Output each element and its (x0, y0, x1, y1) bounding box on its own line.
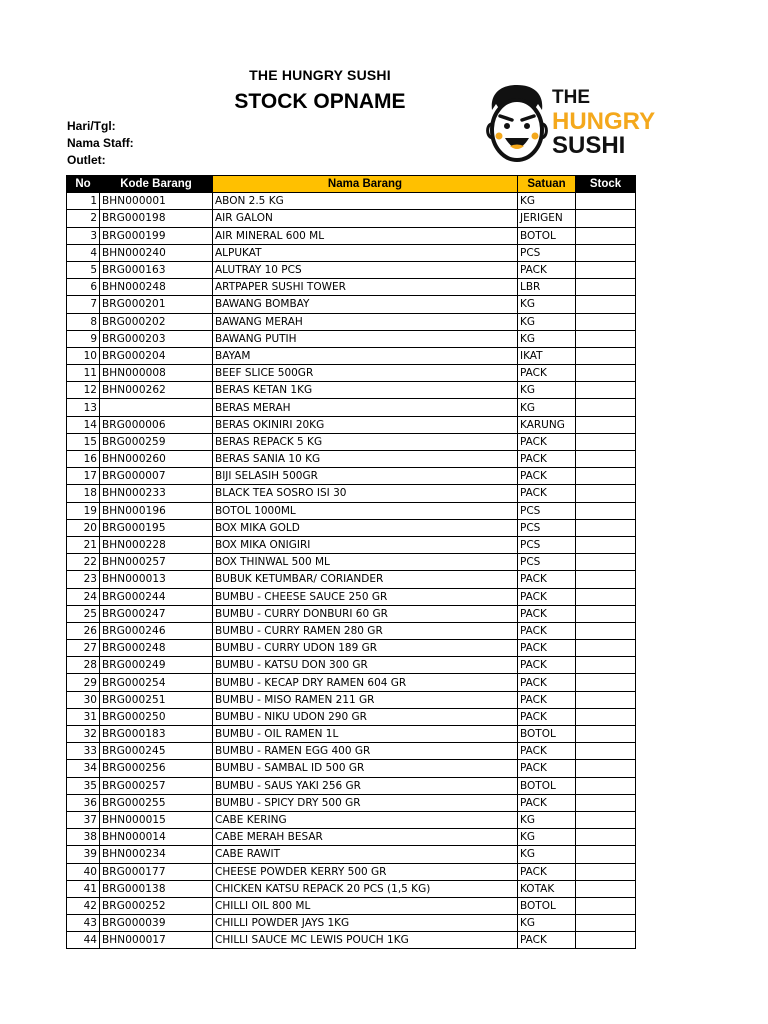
cell-kode-barang: BHN000240 (100, 244, 213, 261)
cell-kode-barang: BRG000138 (100, 880, 213, 897)
cell-kode-barang: BHN000014 (100, 829, 213, 846)
cell-satuan: PACK (518, 622, 576, 639)
cell-stock (576, 829, 636, 846)
cell-nama-barang: BUMBU - RAMEN EGG 400 GR (213, 743, 518, 760)
cell-satuan: KG (518, 313, 576, 330)
cell-nama-barang: BAWANG PUTIH (213, 330, 518, 347)
cell-nama-barang: BAWANG MERAH (213, 313, 518, 330)
table-row (67, 674, 636, 691)
cell-satuan: PACK (518, 674, 576, 691)
cell-nama-barang: BUMBU - SAUS YAKI 256 GR (213, 777, 518, 794)
cell-nama-barang: ABON 2.5 KG (213, 193, 518, 210)
table-row (67, 640, 636, 657)
stock-table (66, 175, 636, 949)
table-row (67, 657, 636, 674)
cell-no: 17 (67, 468, 100, 485)
cell-nama-barang: BERAS KETAN 1KG (213, 382, 518, 399)
cell-nama-barang: BERAS SANIA 10 KG (213, 451, 518, 468)
cell-satuan: PACK (518, 657, 576, 674)
table-row (67, 382, 636, 399)
cell-nama-barang: ARTPAPER SUSHI TOWER (213, 279, 518, 296)
cell-satuan: BOTOL (518, 897, 576, 914)
cell-satuan: KG (518, 330, 576, 347)
table-row (67, 794, 636, 811)
cell-satuan: KG (518, 399, 576, 416)
cell-satuan: KG (518, 296, 576, 313)
table-row (67, 932, 636, 949)
cell-stock (576, 433, 636, 450)
cell-kode-barang: BRG000254 (100, 674, 213, 691)
cell-satuan: PCS (518, 502, 576, 519)
cell-no: 32 (67, 726, 100, 743)
cell-satuan: LBR (518, 279, 576, 296)
cell-nama-barang: BUBUK KETUMBAR/ CORIANDER (213, 571, 518, 588)
table-row (67, 536, 636, 553)
cell-nama-barang: BUMBU - OIL RAMEN 1L (213, 726, 518, 743)
cell-kode-barang: BRG000183 (100, 726, 213, 743)
table-row (67, 708, 636, 725)
cell-kode-barang: BRG000007 (100, 468, 213, 485)
column-header-stock: Stock (576, 176, 636, 193)
cell-kode-barang: BHN000013 (100, 571, 213, 588)
table-row (67, 846, 636, 863)
table-row (67, 622, 636, 639)
table-row (67, 829, 636, 846)
table-row (67, 227, 636, 244)
cell-satuan: KG (518, 382, 576, 399)
cell-no: 21 (67, 536, 100, 553)
cell-no: 2 (67, 210, 100, 227)
table-row (67, 399, 636, 416)
cell-kode-barang: BHN000015 (100, 811, 213, 828)
cell-stock (576, 210, 636, 227)
cell-nama-barang: BUMBU - SAMBAL ID 500 GR (213, 760, 518, 777)
cell-satuan: BOTOL (518, 227, 576, 244)
cell-stock (576, 640, 636, 657)
cell-no: 25 (67, 605, 100, 622)
cell-stock (576, 726, 636, 743)
cell-no: 19 (67, 502, 100, 519)
cell-nama-barang: CHILLI POWDER JAYS 1KG (213, 915, 518, 932)
table-row (67, 915, 636, 932)
cell-satuan: KG (518, 811, 576, 828)
cell-stock (576, 227, 636, 244)
cell-kode-barang: BRG000252 (100, 897, 213, 914)
cell-nama-barang: BUMBU - CURRY UDON 189 GR (213, 640, 518, 657)
cell-satuan: KG (518, 915, 576, 932)
cell-no: 11 (67, 365, 100, 382)
logo-line-2: HUNGRY (552, 108, 656, 135)
cell-kode-barang: BRG000198 (100, 210, 213, 227)
table-row (67, 554, 636, 571)
cell-no: 4 (67, 244, 100, 261)
cell-satuan: BOTOL (518, 777, 576, 794)
cell-stock (576, 777, 636, 794)
cell-kode-barang: BRG000202 (100, 313, 213, 330)
cell-kode-barang: BRG000257 (100, 777, 213, 794)
cell-no: 36 (67, 794, 100, 811)
cell-stock (576, 880, 636, 897)
cell-stock (576, 622, 636, 639)
cell-nama-barang: AIR MINERAL 600 ML (213, 227, 518, 244)
cell-kode-barang: BRG000006 (100, 416, 213, 433)
field-outlet-label: Outlet: (67, 153, 106, 167)
cell-no: 5 (67, 261, 100, 278)
cell-no: 30 (67, 691, 100, 708)
cell-satuan: PACK (518, 365, 576, 382)
cell-stock (576, 330, 636, 347)
cell-kode-barang: BHN000017 (100, 932, 213, 949)
cell-stock (576, 708, 636, 725)
cell-stock (576, 794, 636, 811)
table-row (67, 605, 636, 622)
cell-kode-barang: BHN000196 (100, 502, 213, 519)
cell-satuan: KOTAK (518, 880, 576, 897)
cell-no: 43 (67, 915, 100, 932)
cell-no: 7 (67, 296, 100, 313)
table-row (67, 433, 636, 450)
cell-no: 1 (67, 193, 100, 210)
logo-wordmark (552, 86, 655, 158)
cell-stock (576, 554, 636, 571)
table-row (67, 571, 636, 588)
cell-stock (576, 915, 636, 932)
cell-satuan: PACK (518, 743, 576, 760)
cell-kode-barang: BHN000248 (100, 279, 213, 296)
cell-satuan: JERIGEN (518, 210, 576, 227)
cell-no: 38 (67, 829, 100, 846)
cell-no: 23 (67, 571, 100, 588)
cell-kode-barang: BRG000204 (100, 347, 213, 364)
cell-no: 39 (67, 846, 100, 863)
cell-kode-barang: BRG000249 (100, 657, 213, 674)
cell-nama-barang: CHICKEN KATSU REPACK 20 PCS (1,5 KG) (213, 880, 518, 897)
cell-no: 31 (67, 708, 100, 725)
cell-stock (576, 536, 636, 553)
cell-satuan: PCS (518, 519, 576, 536)
cell-kode-barang: BHN000234 (100, 846, 213, 863)
cell-kode-barang: BHN000008 (100, 365, 213, 382)
cell-stock (576, 451, 636, 468)
table-row (67, 330, 636, 347)
cell-nama-barang: BERAS OKINIRI 20KG (213, 416, 518, 433)
cell-stock (576, 691, 636, 708)
cell-stock (576, 193, 636, 210)
table-row (67, 451, 636, 468)
cell-no: 12 (67, 382, 100, 399)
table-row (67, 296, 636, 313)
cell-satuan: PACK (518, 932, 576, 949)
cell-stock (576, 760, 636, 777)
cell-nama-barang: BERAS MERAH (213, 399, 518, 416)
cell-kode-barang: BHN000233 (100, 485, 213, 502)
cell-stock (576, 932, 636, 949)
column-header-no: No (67, 176, 100, 193)
table-row (67, 588, 636, 605)
cell-stock (576, 897, 636, 914)
cell-satuan: PACK (518, 640, 576, 657)
cell-nama-barang: BUMBU - SPICY DRY 500 GR (213, 794, 518, 811)
cell-stock (576, 399, 636, 416)
cell-stock (576, 605, 636, 622)
field-staff-label: Nama Staff: (67, 136, 134, 150)
cell-satuan: PACK (518, 794, 576, 811)
table-row (67, 416, 636, 433)
cell-kode-barang: BHN000228 (100, 536, 213, 553)
cell-no: 26 (67, 622, 100, 639)
cell-stock (576, 279, 636, 296)
cell-kode-barang: BRG000251 (100, 691, 213, 708)
cell-satuan: PACK (518, 863, 576, 880)
cell-nama-barang: AIR GALON (213, 210, 518, 227)
cell-nama-barang: BERAS REPACK 5 KG (213, 433, 518, 450)
table-row (67, 485, 636, 502)
cell-kode-barang: BRG000199 (100, 227, 213, 244)
cell-nama-barang: BLACK TEA SOSRO ISI 30 (213, 485, 518, 502)
table-row (67, 313, 636, 330)
cell-nama-barang: BAYAM (213, 347, 518, 364)
cell-satuan: PACK (518, 485, 576, 502)
cell-nama-barang: BEEF SLICE 500GR (213, 365, 518, 382)
cell-no: 28 (67, 657, 100, 674)
table-row (67, 897, 636, 914)
cell-kode-barang: BRG000255 (100, 794, 213, 811)
cell-no: 14 (67, 416, 100, 433)
cell-nama-barang: BUMBU - NIKU UDON 290 GR (213, 708, 518, 725)
cell-kode-barang (100, 399, 213, 416)
table-row (67, 365, 636, 382)
cell-no: 20 (67, 519, 100, 536)
cell-satuan: PCS (518, 554, 576, 571)
cell-satuan: PACK (518, 571, 576, 588)
cell-stock (576, 674, 636, 691)
table-row (67, 193, 636, 210)
cell-no: 24 (67, 588, 100, 605)
cell-kode-barang: BRG000247 (100, 605, 213, 622)
cell-stock (576, 468, 636, 485)
cell-nama-barang: ALUTRAY 10 PCS (213, 261, 518, 278)
cell-kode-barang: BRG000248 (100, 640, 213, 657)
column-header-satuan: Satuan (518, 176, 576, 193)
cell-nama-barang: BIJI SELASIH 500GR (213, 468, 518, 485)
sushi-face-mascot-icon (484, 80, 550, 168)
table-header-row (67, 176, 636, 193)
cell-satuan: PACK (518, 468, 576, 485)
cell-nama-barang: CABE KERING (213, 811, 518, 828)
company-name: THE HUNGRY SUSHI (249, 67, 391, 83)
cell-stock (576, 519, 636, 536)
cell-no: 9 (67, 330, 100, 347)
cell-satuan: PACK (518, 588, 576, 605)
cell-nama-barang: BUMBU - KATSU DON 300 GR (213, 657, 518, 674)
cell-kode-barang: BRG000246 (100, 622, 213, 639)
cell-stock (576, 571, 636, 588)
cell-no: 44 (67, 932, 100, 949)
cell-no: 16 (67, 451, 100, 468)
cell-satuan: PACK (518, 605, 576, 622)
cell-no: 15 (67, 433, 100, 450)
cell-satuan: KG (518, 829, 576, 846)
column-header-nama-barang: Nama Barang (213, 176, 518, 193)
cell-nama-barang: BUMBU - CHEESE SAUCE 250 GR (213, 588, 518, 605)
cell-stock (576, 347, 636, 364)
cell-no: 6 (67, 279, 100, 296)
cell-nama-barang: BOX MIKA GOLD (213, 519, 518, 536)
cell-nama-barang: CHILLI OIL 800 ML (213, 897, 518, 914)
cell-no: 40 (67, 863, 100, 880)
field-date-label: Hari/Tgl: (67, 119, 116, 133)
cell-stock (576, 485, 636, 502)
cell-stock (576, 657, 636, 674)
cell-satuan: PACK (518, 708, 576, 725)
document-title: STOCK OPNAME (234, 90, 406, 113)
cell-satuan: KG (518, 846, 576, 863)
cell-nama-barang: BUMBU - KECAP DRY RAMEN 604 GR (213, 674, 518, 691)
cell-nama-barang: BOX MIKA ONIGIRI (213, 536, 518, 553)
cell-stock (576, 244, 636, 261)
cell-nama-barang: BOTOL 1000ML (213, 502, 518, 519)
brand-logo (484, 80, 656, 170)
cell-kode-barang: BRG000203 (100, 330, 213, 347)
table-row (67, 777, 636, 794)
cell-no: 33 (67, 743, 100, 760)
cell-satuan: PCS (518, 536, 576, 553)
cell-kode-barang: BRG000256 (100, 760, 213, 777)
cell-kode-barang: BRG000195 (100, 519, 213, 536)
cell-kode-barang: BRG000250 (100, 708, 213, 725)
cell-stock (576, 743, 636, 760)
table-row (67, 519, 636, 536)
cell-satuan: IKAT (518, 347, 576, 364)
cell-kode-barang: BRG000163 (100, 261, 213, 278)
cell-no: 10 (67, 347, 100, 364)
cell-satuan: PACK (518, 433, 576, 450)
table-row (67, 210, 636, 227)
table-row (67, 691, 636, 708)
table-row (67, 863, 636, 880)
cell-nama-barang: BOX THINWAL 500 ML (213, 554, 518, 571)
cell-satuan: PACK (518, 760, 576, 777)
logo-line-3: SUSHI (552, 132, 626, 159)
cell-nama-barang: CABE RAWIT (213, 846, 518, 863)
logo-line-1: THE (552, 87, 590, 108)
cell-no: 37 (67, 811, 100, 828)
cell-stock (576, 261, 636, 278)
cell-nama-barang: CABE MERAH BESAR (213, 829, 518, 846)
cell-kode-barang: BRG000245 (100, 743, 213, 760)
table-row (67, 347, 636, 364)
cell-stock (576, 382, 636, 399)
cell-no: 35 (67, 777, 100, 794)
cell-no: 18 (67, 485, 100, 502)
cell-satuan: KG (518, 193, 576, 210)
cell-no: 13 (67, 399, 100, 416)
table-row (67, 468, 636, 485)
cell-nama-barang: BUMBU - CURRY DONBURI 60 GR (213, 605, 518, 622)
table-row (67, 880, 636, 897)
cell-satuan: BOTOL (518, 726, 576, 743)
table-row (67, 279, 636, 296)
cell-nama-barang: ALPUKAT (213, 244, 518, 261)
cell-kode-barang: BRG000259 (100, 433, 213, 450)
cell-no: 34 (67, 760, 100, 777)
cell-kode-barang: BRG000201 (100, 296, 213, 313)
cell-stock (576, 416, 636, 433)
cell-stock (576, 365, 636, 382)
cell-kode-barang: BHN000257 (100, 554, 213, 571)
cell-no: 29 (67, 674, 100, 691)
cell-satuan: PACK (518, 691, 576, 708)
cell-no: 27 (67, 640, 100, 657)
cell-satuan: PCS (518, 244, 576, 261)
cell-satuan: PACK (518, 261, 576, 278)
cell-no: 22 (67, 554, 100, 571)
cell-stock (576, 296, 636, 313)
cell-no: 42 (67, 897, 100, 914)
form-fields (67, 118, 134, 169)
cell-no: 3 (67, 227, 100, 244)
table-row (67, 743, 636, 760)
cell-no: 41 (67, 880, 100, 897)
cell-nama-barang: BUMBU - CURRY RAMEN 280 GR (213, 622, 518, 639)
table-row (67, 726, 636, 743)
cell-nama-barang: BUMBU - MISO RAMEN 211 GR (213, 691, 518, 708)
cell-satuan: KARUNG (518, 416, 576, 433)
cell-stock (576, 588, 636, 605)
cell-stock (576, 502, 636, 519)
table-row (67, 244, 636, 261)
cell-kode-barang: BHN000001 (100, 193, 213, 210)
cell-satuan: PACK (518, 451, 576, 468)
cell-kode-barang: BRG000177 (100, 863, 213, 880)
cell-stock (576, 811, 636, 828)
cell-nama-barang: CHEESE POWDER KERRY 500 GR (213, 863, 518, 880)
cell-nama-barang: BAWANG BOMBAY (213, 296, 518, 313)
cell-stock (576, 846, 636, 863)
cell-no: 8 (67, 313, 100, 330)
table-row (67, 760, 636, 777)
cell-kode-barang: BRG000244 (100, 588, 213, 605)
cell-stock (576, 313, 636, 330)
cell-nama-barang: CHILLI SAUCE MC LEWIS POUCH 1KG (213, 932, 518, 949)
table-row (67, 811, 636, 828)
cell-stock (576, 863, 636, 880)
column-header-kode-barang: Kode Barang (100, 176, 213, 193)
cell-kode-barang: BHN000262 (100, 382, 213, 399)
cell-kode-barang: BRG000039 (100, 915, 213, 932)
table-row (67, 261, 636, 278)
table-row (67, 502, 636, 519)
cell-kode-barang: BHN000260 (100, 451, 213, 468)
